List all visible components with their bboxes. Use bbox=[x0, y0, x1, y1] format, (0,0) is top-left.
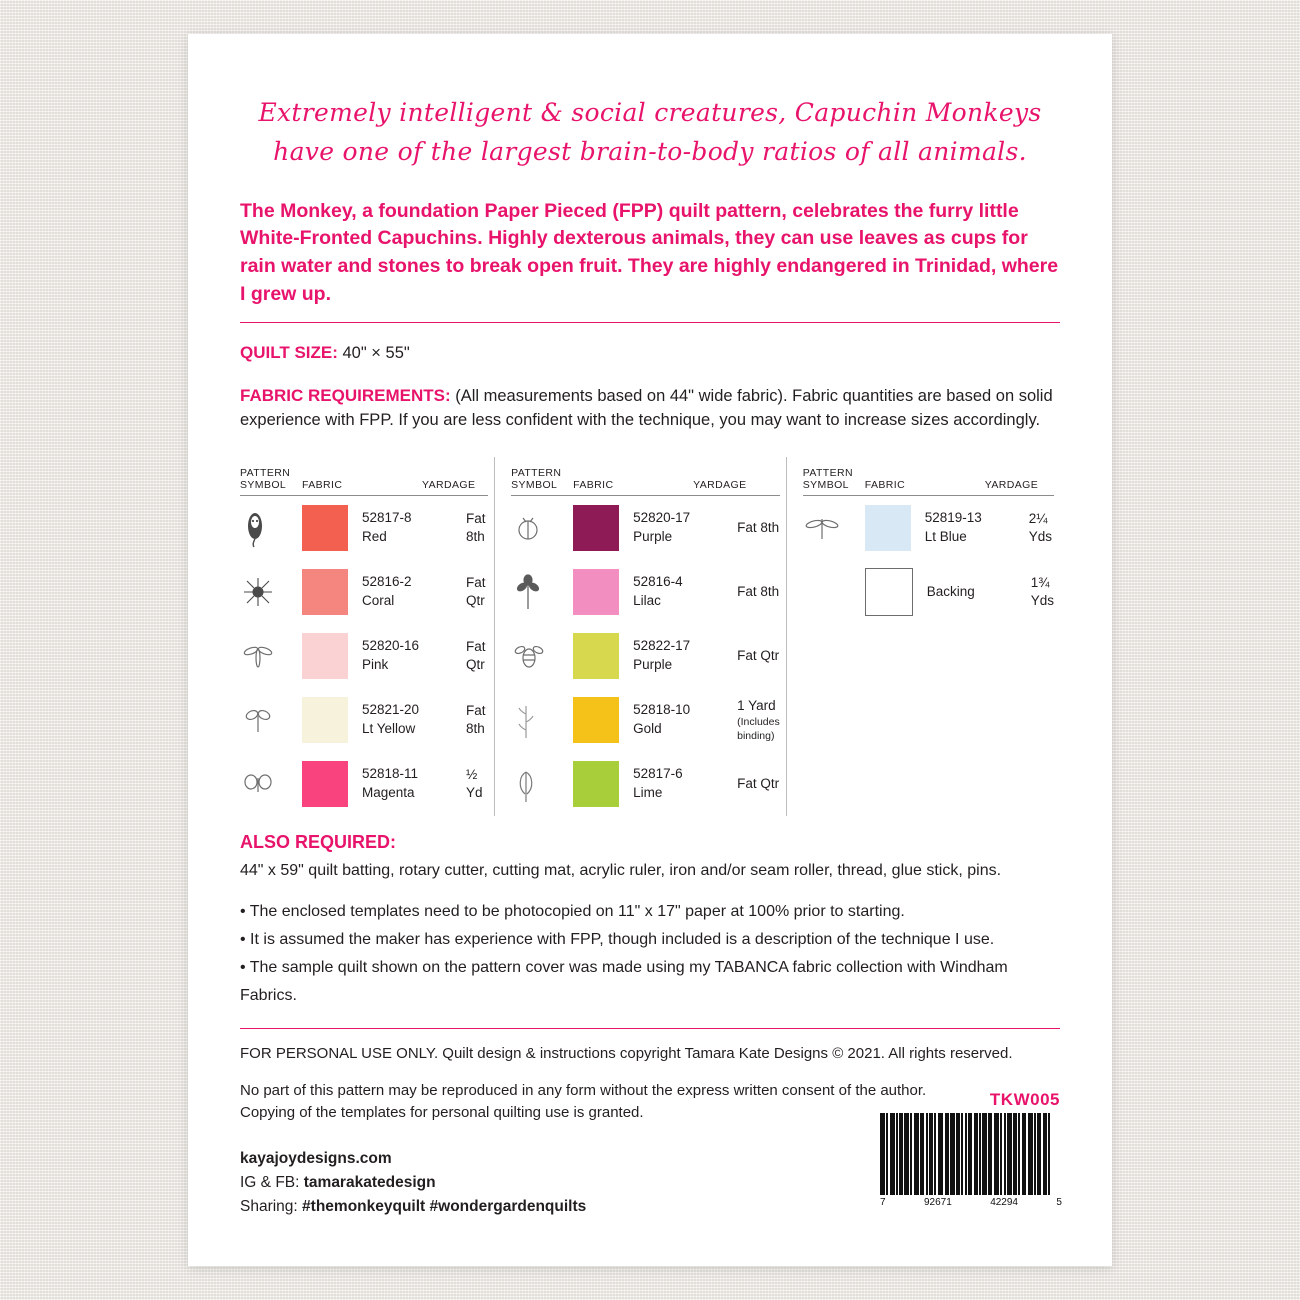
stem-icon bbox=[511, 700, 573, 740]
bee-icon bbox=[511, 639, 573, 673]
sharing-label: Sharing: bbox=[240, 1197, 298, 1215]
fabric-code: 52816-2 bbox=[362, 574, 412, 590]
fabric-color-name: Red bbox=[362, 529, 387, 545]
fabric-swatch bbox=[573, 569, 619, 615]
also-required-text: 44" x 59" quilt batting, rotary cutter, cutting mat, acrylic ruler, iron and/or seam roller, thread, glue stick, pins. bbox=[240, 862, 1002, 880]
fern-leaf-icon bbox=[511, 764, 573, 804]
yardage-value: 1 Yard bbox=[737, 697, 776, 713]
fabric-yardage: Fat 8th bbox=[466, 510, 486, 545]
header-yardage: YARDAGE bbox=[984, 479, 1039, 492]
barcode-numbers bbox=[880, 1197, 1062, 1208]
table-row bbox=[240, 688, 488, 752]
list-item: • The enclosed templates need to be photocopied on 11" x 17" paper at 100% prior to starting. bbox=[240, 903, 905, 921]
fabric-code: 52820-16 bbox=[362, 638, 420, 654]
fabric-yardage: Fat Qtr bbox=[466, 574, 486, 609]
barcode-right-digit: 5 bbox=[1056, 1197, 1062, 1208]
pattern-back-page bbox=[188, 34, 1112, 1266]
fabric-column-2-header bbox=[511, 457, 780, 496]
header-yardage: YARDAGE bbox=[693, 479, 747, 492]
fabric-yardage bbox=[737, 697, 780, 744]
quilt-size-value: 40" × 55" bbox=[342, 344, 410, 363]
fabric-requirements-label: FABRIC REQUIREMENTS: bbox=[240, 386, 451, 406]
fabric-color-name: Pink bbox=[362, 657, 389, 673]
fabric-color-name: Lt Blue bbox=[924, 529, 967, 545]
fabric-code: 52818-10 bbox=[633, 702, 691, 718]
fabric-name bbox=[925, 509, 1029, 547]
table-row bbox=[511, 624, 780, 688]
fabric-name bbox=[633, 701, 737, 739]
fabric-requirements-row bbox=[240, 384, 1060, 433]
ladybug-icon bbox=[511, 510, 573, 546]
fabric-name bbox=[362, 509, 466, 547]
fabric-swatch bbox=[302, 761, 348, 807]
header-fabric: FABRIC bbox=[864, 479, 906, 492]
fabric-color-name: Lilac bbox=[633, 593, 661, 609]
header-pattern-symbol: PATTERN SYMBOL bbox=[240, 466, 291, 491]
fabric-code: 52819-13 bbox=[924, 510, 982, 526]
butterfly-plant-icon bbox=[240, 702, 302, 738]
fabric-swatch bbox=[573, 761, 619, 807]
fabric-name bbox=[362, 573, 466, 611]
table-row bbox=[511, 496, 780, 560]
fabric-name bbox=[362, 765, 466, 803]
fabric-color-name: Lime bbox=[633, 785, 663, 801]
fabric-name: Backing bbox=[926, 583, 975, 599]
social-handle[interactable]: tamarakatedesign bbox=[303, 1173, 436, 1191]
barcode-group-1: 92671 bbox=[923, 1197, 952, 1208]
header-pattern-symbol: PATTERN SYMBOL bbox=[511, 466, 562, 491]
fabric-column-3 bbox=[786, 457, 1060, 816]
fabric-code: 52816-4 bbox=[633, 574, 683, 590]
barcode-left-digit: 7 bbox=[880, 1197, 886, 1208]
reproduction-line-2: Copying of the templates for personal quilting use is granted. bbox=[240, 1104, 644, 1122]
fabric-yardage: Fat 8th bbox=[466, 702, 486, 737]
table-row bbox=[240, 624, 488, 688]
fabric-name bbox=[633, 765, 737, 803]
quilt-size-label: QUILT SIZE: bbox=[240, 343, 338, 363]
fabric-name bbox=[362, 701, 466, 739]
fabric-color-name: Gold bbox=[633, 721, 662, 737]
fabric-yardage: Fat Qtr bbox=[737, 647, 780, 663]
header-fabric: FABRIC bbox=[302, 479, 343, 492]
fabric-name bbox=[633, 637, 737, 675]
table-row bbox=[511, 752, 780, 816]
reproduction-line-1: No part of this pattern may be reproduced in any form without the express written consent of the author. bbox=[240, 1081, 927, 1099]
fabric-name bbox=[633, 573, 737, 611]
header-pattern-symbol: PATTERN SYMBOL bbox=[802, 466, 853, 491]
table-row bbox=[240, 496, 488, 560]
fabric-yardage: 2¼ Yds bbox=[1028, 510, 1052, 545]
fabric-yardage: Fat 8th bbox=[737, 519, 780, 535]
quilt-size-row bbox=[240, 341, 1060, 366]
fabric-color-name: Lt Yellow bbox=[362, 721, 416, 737]
fabric-column-2 bbox=[494, 457, 786, 816]
table-row bbox=[803, 496, 1054, 560]
list-item: • It is assumed the maker has experience with FPP, though included is a description of the technique I use. bbox=[240, 931, 995, 949]
fabric-name bbox=[633, 509, 737, 547]
fabric-color-name: Purple bbox=[633, 657, 673, 673]
fabric-column-1 bbox=[240, 457, 494, 816]
fabric-code: 52821-20 bbox=[362, 702, 420, 718]
copyright-line: FOR PERSONAL USE ONLY. Quilt design & instructions copyright Tamara Kate Designs © 2021. All rights reserved. bbox=[240, 1045, 1013, 1063]
yardage-note: (Includes binding) bbox=[737, 715, 780, 743]
fabric-name bbox=[362, 637, 466, 675]
fabric-code: 52820-17 bbox=[633, 510, 691, 526]
table-row bbox=[240, 752, 488, 816]
headline-script: Extremely intelligent & social creatures, Capuchin Monkeys have one of the largest brain-to-body ratios of all animals. bbox=[258, 98, 1042, 166]
social-label: IG & FB: bbox=[240, 1173, 300, 1191]
fabric-swatch bbox=[573, 633, 619, 679]
fabric-column-3-header bbox=[803, 457, 1054, 496]
product-code: TKW005 bbox=[989, 1090, 1060, 1109]
table-row bbox=[511, 560, 780, 624]
dragonfly-icon bbox=[240, 638, 302, 674]
sharing-hashtags: #themonkeyquilt #wondergardenquilts bbox=[302, 1197, 587, 1215]
fabric-swatch bbox=[302, 569, 348, 615]
table-row bbox=[240, 560, 488, 624]
table-row bbox=[803, 560, 1054, 624]
fabric-swatch bbox=[302, 697, 348, 743]
barcode-group-2: 42294 bbox=[990, 1197, 1018, 1208]
intro-paragraph: The Monkey, a foundation Paper Pieced (FPP) quilt pattern, celebrates the furry little White-Fronted Capuchins. Highly dexterous animals, they can use leaves as cups for rain water and stones to break open fruit. They are highly endangered in Trinidad, where I grew up. bbox=[240, 199, 1059, 305]
fabric-yardage: Fat Qtr bbox=[737, 775, 780, 791]
fabric-requirements-text: (All measurements based on 44" wide fabric). Fabric quantities are based on solid experience with FPP. If you are less confident with the technique, you may want to increase sizes accordingly. bbox=[240, 387, 1053, 430]
fabric-yardage: ½ Yd bbox=[466, 766, 483, 801]
fabric-color-name: Purple bbox=[633, 529, 673, 545]
list-item: • The sample quilt shown on the pattern cover was made using my TABANCA fabric collection with Windham Fabrics. bbox=[240, 959, 1008, 1005]
fabric-color-name: Magenta bbox=[362, 785, 415, 801]
table-row bbox=[511, 688, 780, 752]
header-fabric: FABRIC bbox=[573, 479, 614, 492]
fabric-code: 52817-8 bbox=[362, 510, 412, 526]
dragonfly-blue-icon bbox=[803, 511, 865, 545]
fabric-swatch bbox=[865, 505, 911, 551]
leaf-sprig-icon bbox=[511, 573, 573, 611]
blank-swatch-icon bbox=[865, 568, 913, 616]
divider-bottom bbox=[240, 1028, 1060, 1029]
fabric-code: 52817-6 bbox=[633, 766, 683, 782]
fabric-table bbox=[240, 457, 1060, 816]
flower-burst-icon bbox=[240, 574, 302, 610]
fabric-code: 52818-11 bbox=[362, 766, 419, 782]
fabric-swatch bbox=[573, 505, 619, 551]
monkey-icon bbox=[240, 508, 302, 548]
divider-top bbox=[240, 322, 1060, 323]
website-url: kayajoydesigns.com bbox=[240, 1149, 392, 1167]
fabric-yardage: Fat 8th bbox=[737, 583, 780, 599]
fabric-swatch bbox=[302, 633, 348, 679]
fabric-code: 52822-17 bbox=[633, 638, 691, 654]
fabric-yardage: 1¾ Yds bbox=[1030, 574, 1054, 609]
header-yardage: YARDAGE bbox=[422, 479, 476, 492]
fabric-swatch bbox=[302, 505, 348, 551]
butterfly-icon bbox=[240, 766, 302, 802]
fabric-swatch bbox=[573, 697, 619, 743]
also-required-label: ALSO REQUIRED: bbox=[240, 832, 397, 853]
bullet-list bbox=[240, 898, 1060, 1010]
barcode bbox=[880, 1113, 1062, 1208]
fabric-column-1-header bbox=[240, 457, 488, 496]
fabric-yardage: Fat Qtr bbox=[466, 638, 486, 673]
barcode-bars bbox=[880, 1113, 1062, 1195]
fabric-color-name: Coral bbox=[362, 593, 395, 609]
